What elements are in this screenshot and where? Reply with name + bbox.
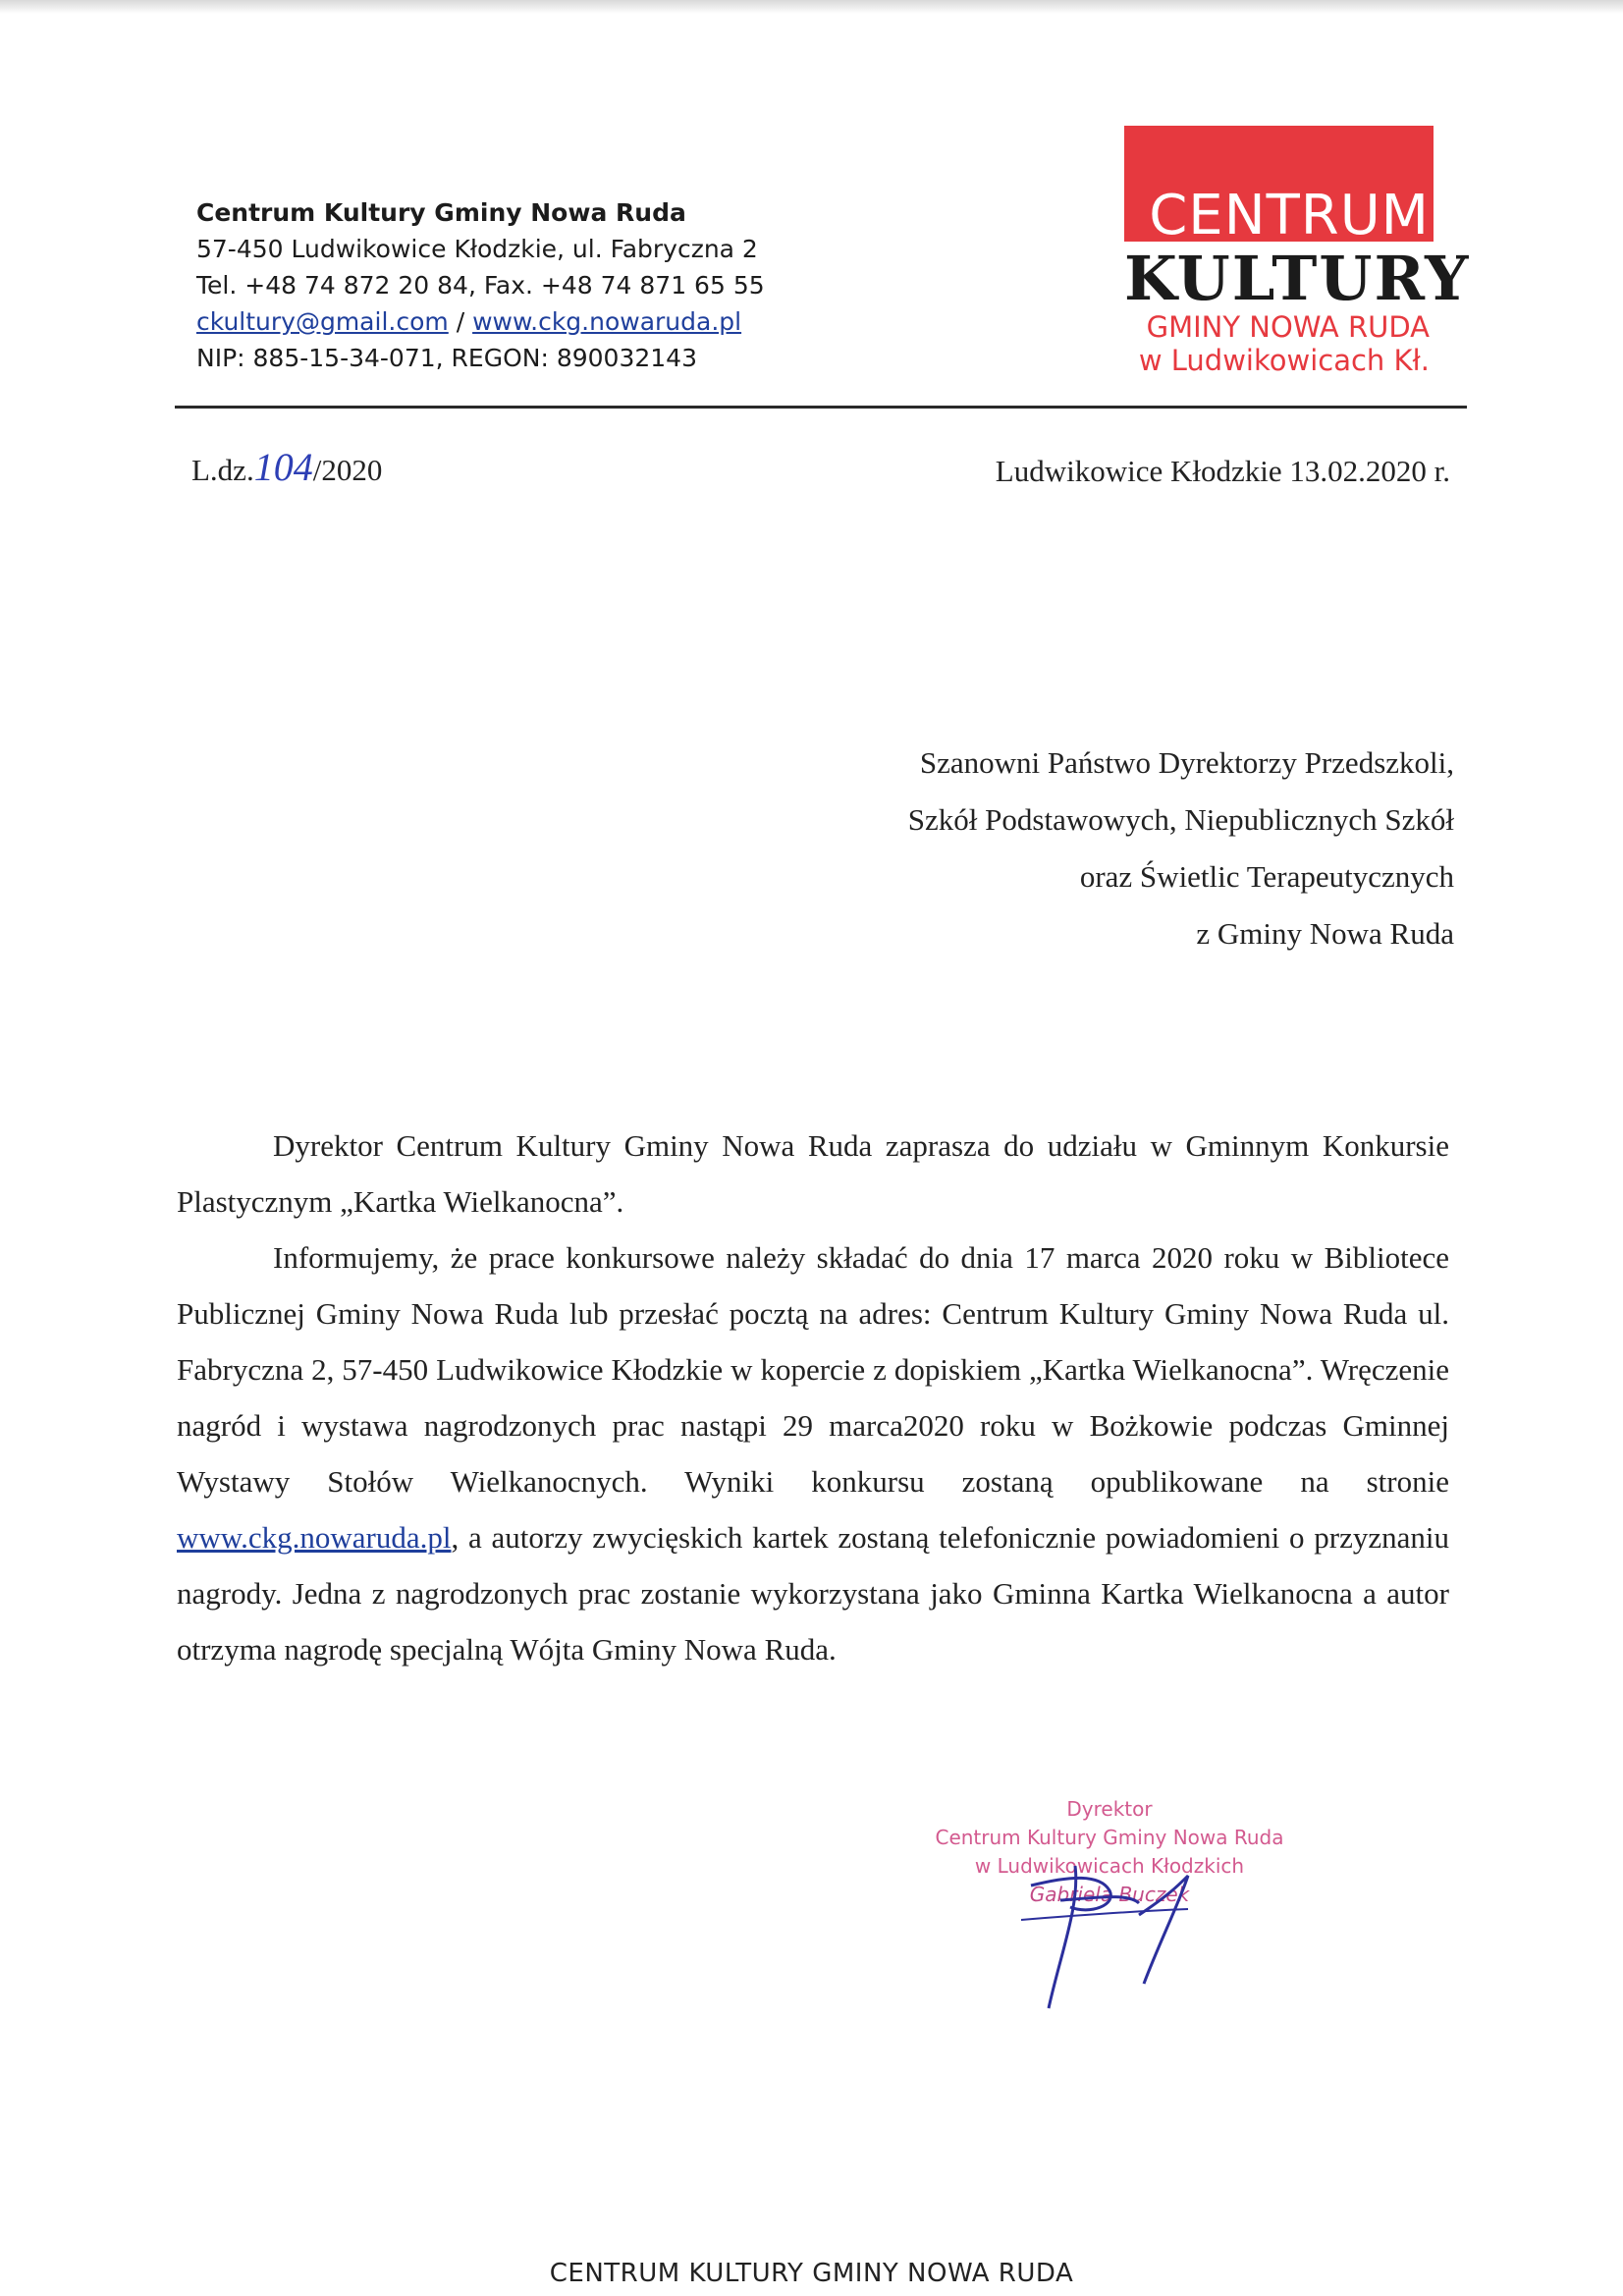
reference-year: /2020 xyxy=(312,453,383,487)
org-links xyxy=(196,303,765,340)
logo-centrum-text: CENTRUM xyxy=(1149,184,1430,247)
letterhead-divider xyxy=(175,406,1467,409)
logo-red-box xyxy=(1124,126,1434,247)
letter-body xyxy=(177,1118,1449,1677)
logo-kultury-text: KULTURY xyxy=(1124,243,1471,314)
stamp-institution: Centrum Kultury Gminy Nowa Ruda xyxy=(935,1826,1284,1849)
stamp-title: Dyrektor xyxy=(1066,1797,1153,1821)
handwritten-signature xyxy=(992,1846,1267,2013)
org-address: 57-450 Ludwikowice Kłodzkie, ul. Fabryczna 2 xyxy=(196,235,758,263)
website-link[interactable]: www.ckg.nowaruda.pl xyxy=(472,307,742,336)
paragraph-details-text-end: , a autorzy zwycięskich kartek zostaną telefonicznie powiadomieni o przyznaniu nagrody. Jedna z nagrodzonych prac zostanie wykorzystana jako Gminna Kartka Wielkanocna a autor otrzyma nagrodę specjalną Wójta Gminy Nowa Ruda. xyxy=(177,1520,1449,1667)
reference-handwritten-number: 104 xyxy=(253,445,313,489)
letterhead-contact-block xyxy=(196,194,765,376)
reference-prefix: L.dz. xyxy=(191,453,254,487)
reference-number xyxy=(191,444,382,490)
org-tax-ids: NIP: 885-15-34-071, REGON: 890032143 xyxy=(196,344,697,372)
recipient-line: z Gminy Nowa Ruda xyxy=(1196,916,1454,951)
scan-edge-shadow xyxy=(0,0,1623,14)
centrum-kultury-logo xyxy=(1124,126,1471,377)
body-website-link[interactable]: www.ckg.nowaruda.pl xyxy=(177,1520,452,1555)
logo-gmina-text: GMINY NOWA RUDA xyxy=(1146,310,1430,344)
link-separator: / xyxy=(448,307,473,336)
org-name: Centrum Kultury Gminy Nowa Ruda xyxy=(196,198,686,227)
org-phone-fax: Tel. +48 74 872 20 84, Fax. +48 74 871 65 55 xyxy=(196,271,765,300)
page-footer: CENTRUM KULTURY GMINY NOWA RUDA xyxy=(549,2259,1074,2288)
logo-location-text: w Ludwikowicach Kł. xyxy=(1138,344,1430,377)
recipient-line: Szanowni Państwo Dyrektorzy Przedszkoli, xyxy=(919,745,1454,780)
email-link[interactable]: ckultury@gmail.com xyxy=(196,307,449,336)
place-date: Ludwikowice Kłodzkie 13.02.2020 r. xyxy=(995,454,1450,488)
stamp-name: Gabriela Buczek xyxy=(1029,1883,1190,1906)
stamp-location: w Ludwikowicach Kłodzkich xyxy=(974,1854,1245,1878)
paragraph-details xyxy=(177,1230,1449,1677)
recipient-line: oraz Świetlic Terapeutycznych xyxy=(1079,859,1454,894)
paragraph-details-text: Informujemy, że prace konkursowe należy składać do dnia 17 marca 2020 roku w Bibliotece Publicznej Gminy Nowa Ruda lub przesłać pocztą na adres: Centrum Kultury Gminy Nowa Ruda ul. Fabryczna 2, 57-450 Ludwikowice Kłodzkie w kopercie z dopiskiem „Kartka Wielkanocna”. Wręczenie nagród i wystawa nagrodzonych prac nastąpi 29 marca2020 roku w Bożkowie podczas Gminnej Wystawy Stołów Wielkanocnych. Wyniki konkursu zostaną opublikowane na stronie xyxy=(177,1240,1449,1499)
paragraph-invitation: Dyrektor Centrum Kultury Gminy Nowa Ruda zaprasza do udziału w Gminnym Konkursie Plastycznym „Kartka Wielkanocna”. xyxy=(177,1128,1449,1219)
recipient-line: Szkół Podstawowych, Niepublicznych Szkół xyxy=(907,802,1454,837)
recipients-block xyxy=(908,735,1454,962)
